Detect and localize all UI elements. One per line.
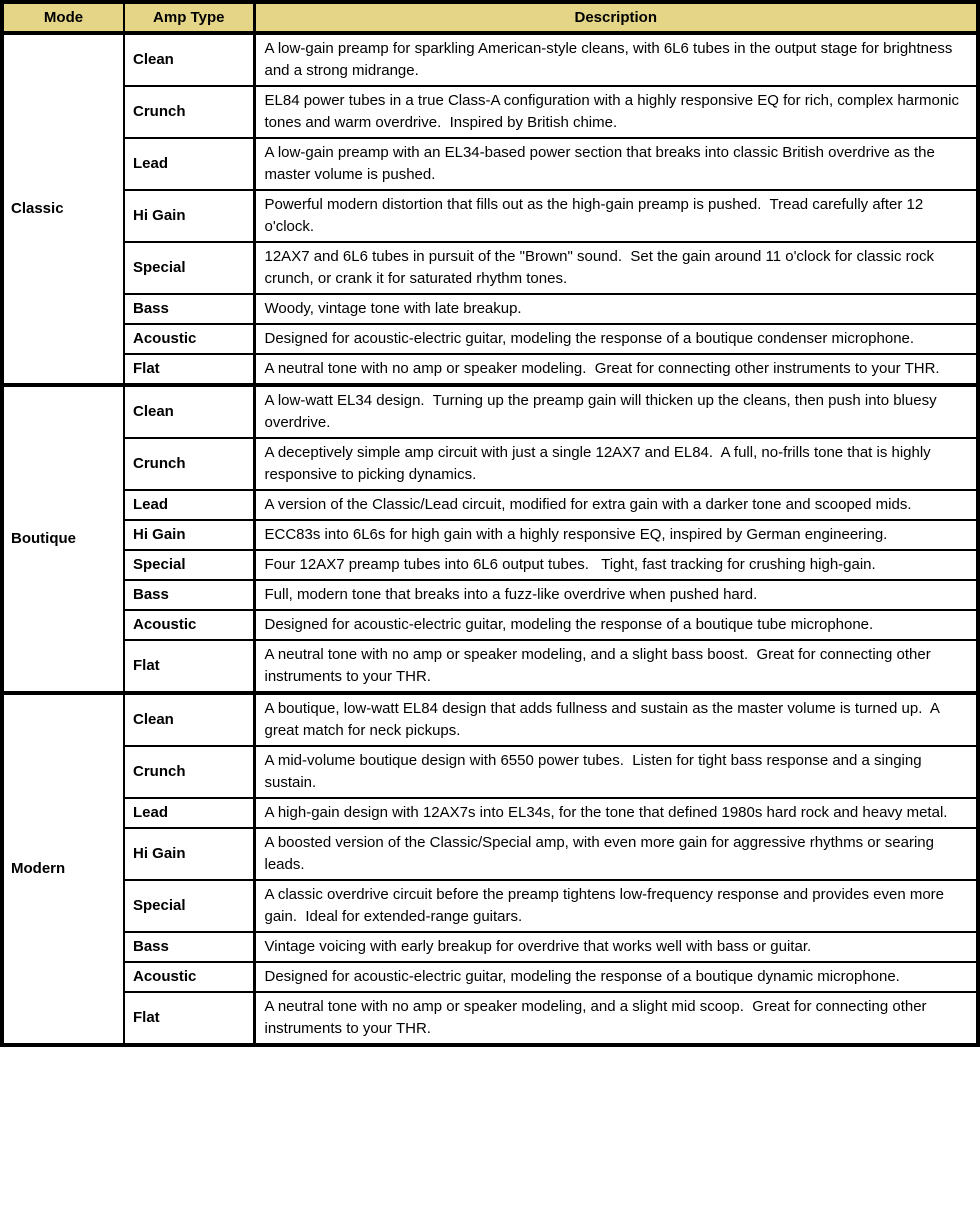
table-row [2,798,978,828]
description-cell: A classic overdrive circuit before the preamp tightens low-frequency response and provides even more gain. Ideal for extended-range guitars. [254,880,978,932]
table-row [2,550,978,580]
amp-type-cell: Bass [124,580,254,610]
table-row [2,190,978,242]
description-cell: A mid-volume boutique design with 6550 power tubes. Listen for tight bass response and a singing sustain. [254,746,978,798]
amp-type-cell: Bass [124,294,254,324]
table-row [2,962,978,992]
table-row [2,828,978,880]
amp-type-cell: Acoustic [124,324,254,354]
table-row [2,86,978,138]
amp-type-cell: Flat [124,640,254,693]
amp-type-cell: Crunch [124,438,254,490]
description-cell: A boutique, low-watt EL84 design that adds fullness and sustain as the master volume is turned up. A great match for neck pickups. [254,693,978,746]
amp-type-cell: Lead [124,798,254,828]
table-row [2,580,978,610]
description-cell: Powerful modern distortion that fills out as the high-gain preamp is pushed. Tread carefully after 12 o'clock. [254,190,978,242]
table-row [2,520,978,550]
column-header-description: Description [254,2,978,33]
table-row [2,490,978,520]
mode-cell: Classic [2,33,124,385]
description-cell: Woody, vintage tone with late breakup. [254,294,978,324]
description-cell: A boosted version of the Classic/Special amp, with even more gain for aggressive rhythms or searing leads. [254,828,978,880]
table-row [2,242,978,294]
amp-type-cell: Clean [124,33,254,86]
description-cell: A version of the Classic/Lead circuit, modified for extra gain with a darker tone and scooped mids. [254,490,978,520]
amp-type-cell: Lead [124,490,254,520]
description-cell: A high-gain design with 12AX7s into EL34s, for the tone that defined 1980s hard rock and heavy metal. [254,798,978,828]
table-header [2,2,978,33]
table-row [2,992,978,1045]
description-cell: Vintage voicing with early breakup for overdrive that works well with bass or guitar. [254,932,978,962]
amp-type-cell: Crunch [124,86,254,138]
table-body [2,33,978,1045]
table-row [2,324,978,354]
description-cell: ECC83s into 6L6s for high gain with a highly responsive EQ, inspired by German engineering. [254,520,978,550]
amp-type-cell: Clean [124,693,254,746]
description-cell: Full, modern tone that breaks into a fuzz-like overdrive when pushed hard. [254,580,978,610]
amp-type-cell: Clean [124,385,254,438]
description-cell: A neutral tone with no amp or speaker modeling, and a slight bass boost. Great for connecting other instruments to your THR. [254,640,978,693]
amp-type-cell: Crunch [124,746,254,798]
description-cell: 12AX7 and 6L6 tubes in pursuit of the "Brown" sound. Set the gain around 11 o'clock for classic rock crunch, or crank it for saturated rhythm tones. [254,242,978,294]
amp-type-cell: Flat [124,354,254,385]
description-cell: Designed for acoustic-electric guitar, modeling the response of a boutique tube microphone. [254,610,978,640]
description-cell: A low-gain preamp with an EL34-based power section that breaks into classic British overdrive as the master volume is pushed. [254,138,978,190]
table-row [2,354,978,385]
amp-type-cell: Lead [124,138,254,190]
amp-type-cell: Special [124,550,254,580]
table-row [2,138,978,190]
table-row [2,932,978,962]
amp-type-cell: Acoustic [124,962,254,992]
table-row [2,746,978,798]
amp-type-cell: Bass [124,932,254,962]
description-cell: A deceptively simple amp circuit with just a single 12AX7 and EL84. A full, no-frills tone that is highly responsive to picking dynamics. [254,438,978,490]
column-header-amp-type: Amp Type [124,2,254,33]
table-row [2,693,978,746]
amp-type-cell: Acoustic [124,610,254,640]
table-row [2,438,978,490]
table-row [2,610,978,640]
header-row [2,2,978,33]
amp-type-cell: Hi Gain [124,828,254,880]
description-cell: A neutral tone with no amp or speaker modeling, and a slight mid scoop. Great for connecting other instruments to your THR. [254,992,978,1045]
amp-type-cell: Hi Gain [124,520,254,550]
amp-type-cell: Special [124,880,254,932]
description-cell: A neutral tone with no amp or speaker modeling. Great for connecting other instruments to your THR. [254,354,978,385]
description-cell: Four 12AX7 preamp tubes into 6L6 output tubes. Tight, fast tracking for crushing high-gain. [254,550,978,580]
description-cell: EL84 power tubes in a true Class-A configuration with a highly responsive EQ for rich, complex harmonic tones and warm overdrive. Inspired by British chime. [254,86,978,138]
description-cell: Designed for acoustic-electric guitar, modeling the response of a boutique dynamic microphone. [254,962,978,992]
table-row [2,385,978,438]
amp-type-cell: Flat [124,992,254,1045]
amp-type-cell: Special [124,242,254,294]
column-header-mode: Mode [2,2,124,33]
mode-cell: Modern [2,693,124,1045]
mode-cell: Boutique [2,385,124,693]
description-cell: A low-watt EL34 design. Turning up the preamp gain will thicken up the cleans, then push into bluesy overdrive. [254,385,978,438]
table-row [2,640,978,693]
table-row [2,294,978,324]
table-row [2,33,978,86]
table-row [2,880,978,932]
description-cell: A low-gain preamp for sparkling American-style cleans, with 6L6 tubes in the output stage for brightness and a strong midrange. [254,33,978,86]
description-cell: Designed for acoustic-electric guitar, modeling the response of a boutique condenser microphone. [254,324,978,354]
amp-type-cell: Hi Gain [124,190,254,242]
